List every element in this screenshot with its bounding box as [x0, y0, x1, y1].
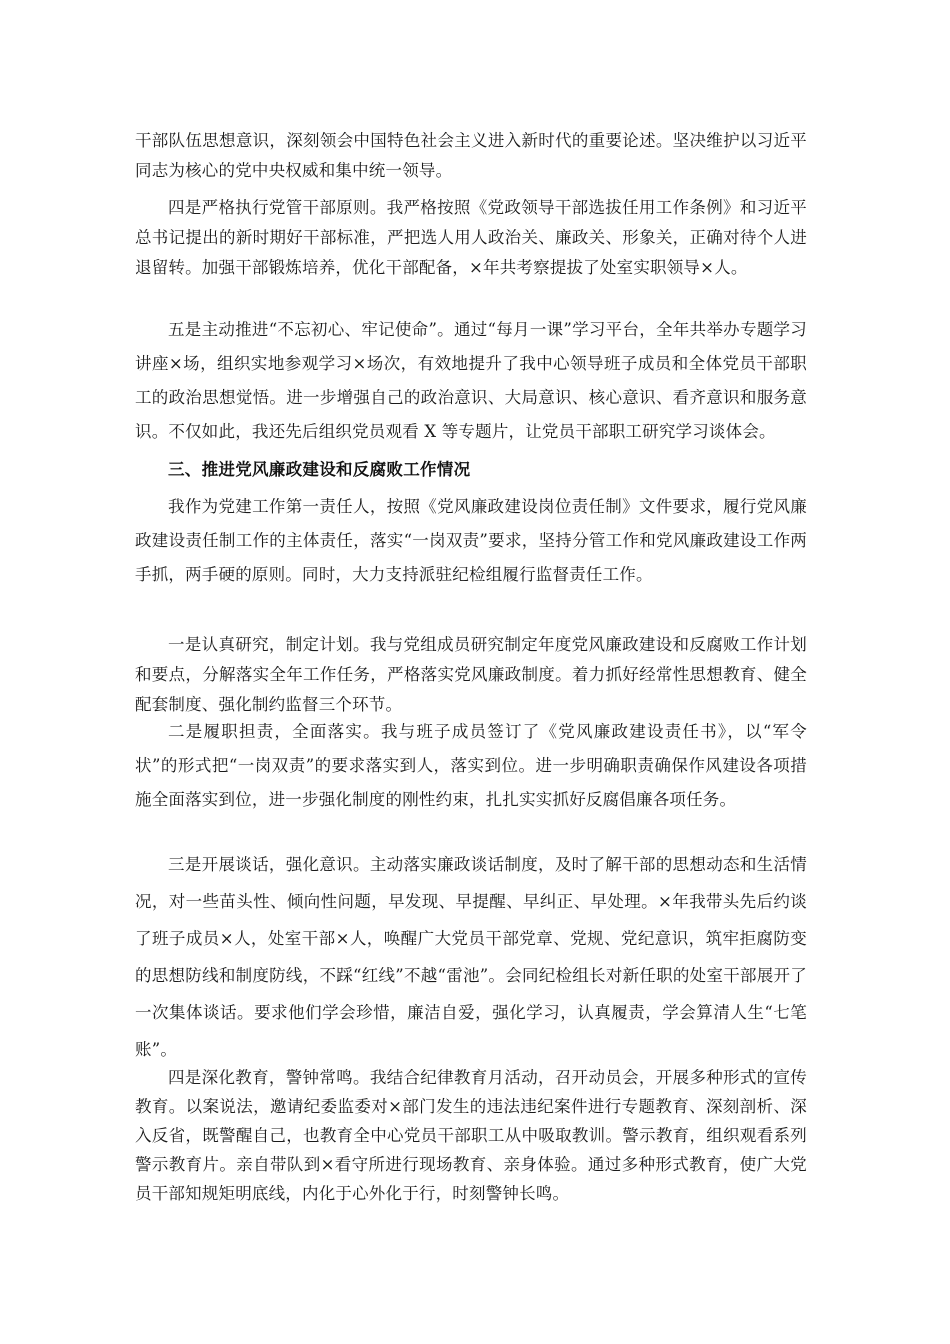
paragraph-planning: 一是认真研究，制定计划。我与党组成员研究制定年度党风廉政建设和反腐败工作计划和要点，分解落实全年工作任务，严格落实党风廉政制度。着力抓好经常性思想教育、健全配套制度、强化制约监督三个环节。	[135, 635, 807, 714]
paragraph-implementation: 二是履职担责，全面落实。我与班子成员签订了《党风廉政建设责任书》，以“军令状”的形式把“一岗双责”的要求落实到人，落实到位。进一步明确职责确保作风建设各项措施全面落实到位，进一步强化制度的刚性约束，扎扎实实抓好反腐倡廉各项任务。	[135, 722, 807, 809]
paragraph-responsibility: 我作为党建工作第一责任人，按照《党风廉政建设岗位责任制》文件要求，履行党风廉政建设责任制工作的主体责任，落实“一岗双责”要求，坚持分管工作和党风廉政建设工作两手抓，两手硬的原则。同时，大力支持派驻纪检组履行监督责任工作。	[135, 497, 807, 584]
paragraph-warning-education: 四是深化教育，警钟常鸣。我结合纪律教育月活动，召开动员会，开展多种形式的宣传教育。以案说法，邀请纪委监委对×部门发生的违法违纪案件进行专题教育、深刻剖析、深入反省，既警醒自己，也教育全中心党员干部职工从中吸取教训。警示教育，组织观看系列警示教育片。亲自带队到×看守所进行现场教育、亲身体验。通过多种形式教育，使广大党员干部知规矩明底线，内化于心外化于行，时刻警钟长鸣。	[135, 1068, 807, 1203]
paragraph-talks: 三是开展谈话，强化意识。主动落实廉政谈话制度，及时了解干部的思想动态和生活情况，对一些苗头性、倾向性问题，早发现、早提醒、早纠正、早处理。×年我带头先后约谈了班子成员×人，处室干部×人，唤醒广大党员干部党章、党规、党纪意识，筑牢拒腐防变的思想防线和制度防线，不踩“红线”不越“雷池”。会同纪检组长对新任职的处室干部展开了一次集体谈话。要求他们学会珍惜，廉洁自爱，强化学习，认真履责，学会算清人生“七笔账”。	[135, 855, 807, 1059]
paragraph-cadre-management: 四是严格执行党管干部原则。我严格按照《党政领导干部选拔任用工作条例》和习近平总书记提出的新时期好干部标准，严把选人用人政治关、廉政关、形象关，正确对待个人进退留转。加强干部锻炼培养，优化干部配备，×年共考察提拔了处室实职领导×人。	[135, 198, 807, 277]
paragraph-continuation: 干部队伍思想意识，深刻领会中国特色社会主义进入新时代的重要论述。坚决维护以习近平同志为核心的党中央权威和集中统一领导。	[135, 131, 807, 180]
section-heading-3: 三、推进党风廉政建设和反腐败工作情况	[168, 460, 471, 479]
paragraph-mission-education: 五是主动推进“不忘初心、牢记使命”。通过“每月一课”学习平台，全年共举办专题学习讲座×场，组织实地参观学习×场次，有效地提升了我中心领导班子成员和全体党员干部职工的政治思想觉悟。进一步增强自己的政治意识、大局意识、核心意识、看齐意识和服务意识。不仅如此，我还先后组织党员观看 X 等专题片，让党员干部职工研究学习谈体会。	[135, 320, 807, 441]
